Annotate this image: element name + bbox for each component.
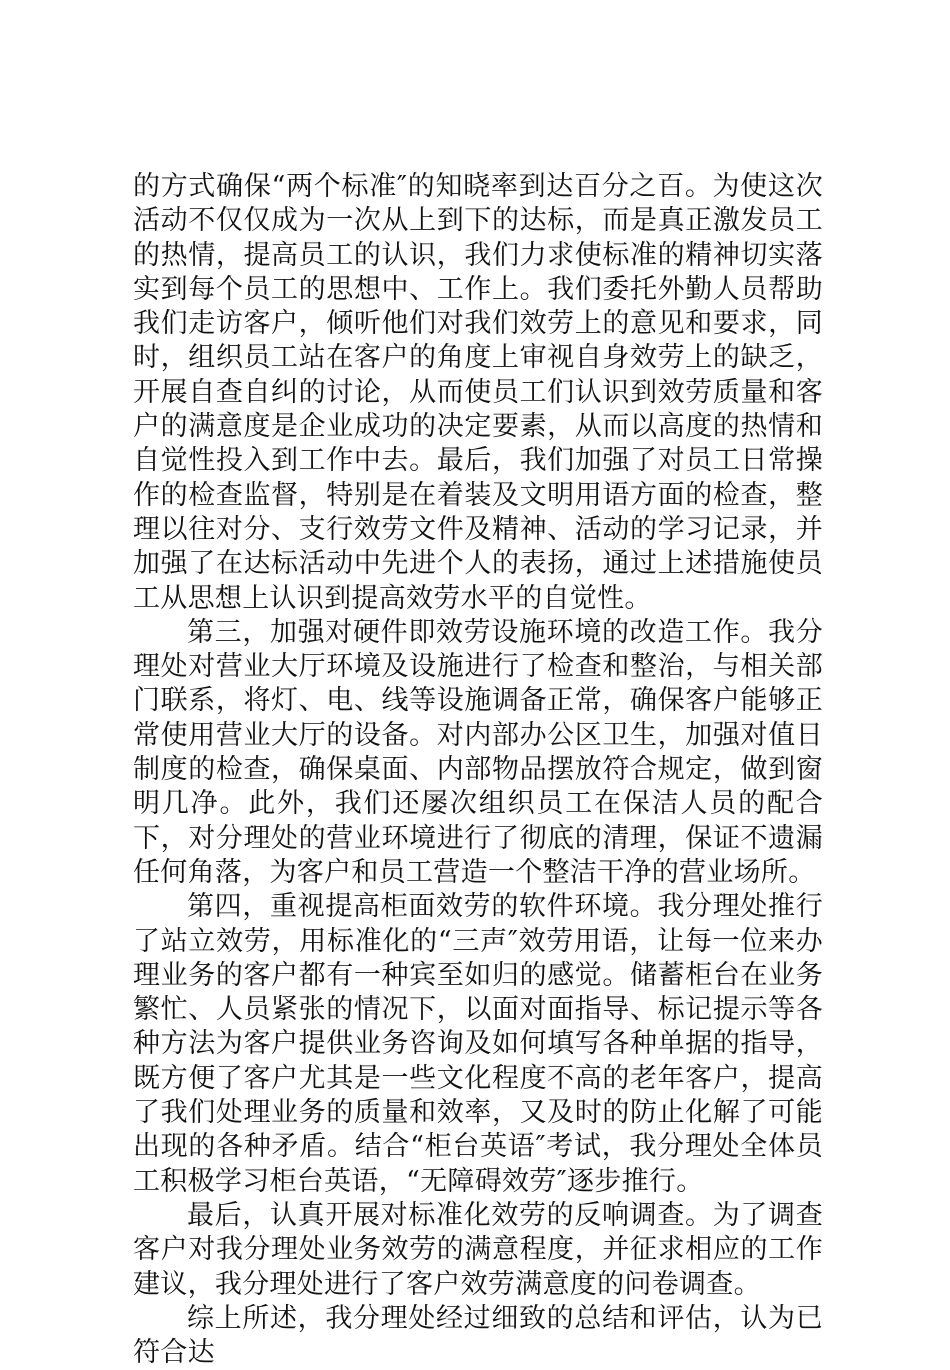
paragraph-third-hardware: 第三，加强对硬件即效劳设施环境的改造工作。我分理处对营业大厅环境及设施进行了检查和整治，与相关部门联系，将灯、电、线等设施调备正常，确保客户能够正常使用营业大厅的设备。对内部办公区卫生，加强对值日制度的检查，确保桌面、内部物品摆放符合规定，做到窗明几净。此外，我们还屡次组织员工在保洁人员的配合下，对分理处的营业环境进行了彻底的清理，保证不遗漏任何角落，为客户和员工营造一个整洁干净的营业场所。	[133, 616, 823, 888]
paragraph-continuation: 的方式确保“两个标准″的知晓率到达百分之百。为使这次活动不仅仅成为一次从上到下的达标，而是真正激发员工的热情，提高员工的认识，我们力求使标准的精神切实落实到每个员工的思想中、工作上。我们委托外勤人员帮助我们走访客户，倾听他们对我们效劳上的意见和要求，同时，组织员工站在客户的角度上审视自身效劳上的缺乏，开展自查自纠的讨论，从而使员工们认识到效劳质量和客户的满意度是企业成功的决定要素，从而以高度的热情和自觉性投入到工作中去。最后，我们加强了对员工日常操作的检查监督，特别是在着装及文明用语方面的检查，整理以往对分、支行效劳文件及精神、活动的学习记录，并加强了在达标活动中先进个人的表扬，通过上述措施使员工从思想上认识到提高效劳水平的自觉性。	[133, 171, 823, 614]
paragraph-summary: 综上所述，我分理处经过细致的总结和评估，认为已符合达	[133, 1302, 823, 1369]
paragraph-last-survey: 最后，认真开展对标准化效劳的反响调查。为了调查客户对我分理处业务效劳的满意程度，并征求相应的工作建议，我分理处进行了客户效劳满意度的问卷调查。	[133, 1199, 823, 1300]
paragraph-fourth-software: 第四，重视提高柜面效劳的软件环境。我分理处推行了站立效劳，用标准化的“三声″效劳用语，让每一位来办理业务的客户都有一种宾至如归的感觉。储蓄柜台在业务繁忙、人员紧张的情况下，以面对面指导、标记提示等各种方法为客户提供业务咨询及如何填写各种单据的指导，既方便了客户尤其是一些文化程度不高的老年客户，提高了我们处理业务的质量和效率，又及时的防止化解了可能出现的各种矛盾。结合“柜台英语″考试，我分理处全体员工积极学习柜台英语，“无障碍效劳″逐步推行。	[133, 891, 823, 1197]
document-body	[133, 170, 823, 1370]
